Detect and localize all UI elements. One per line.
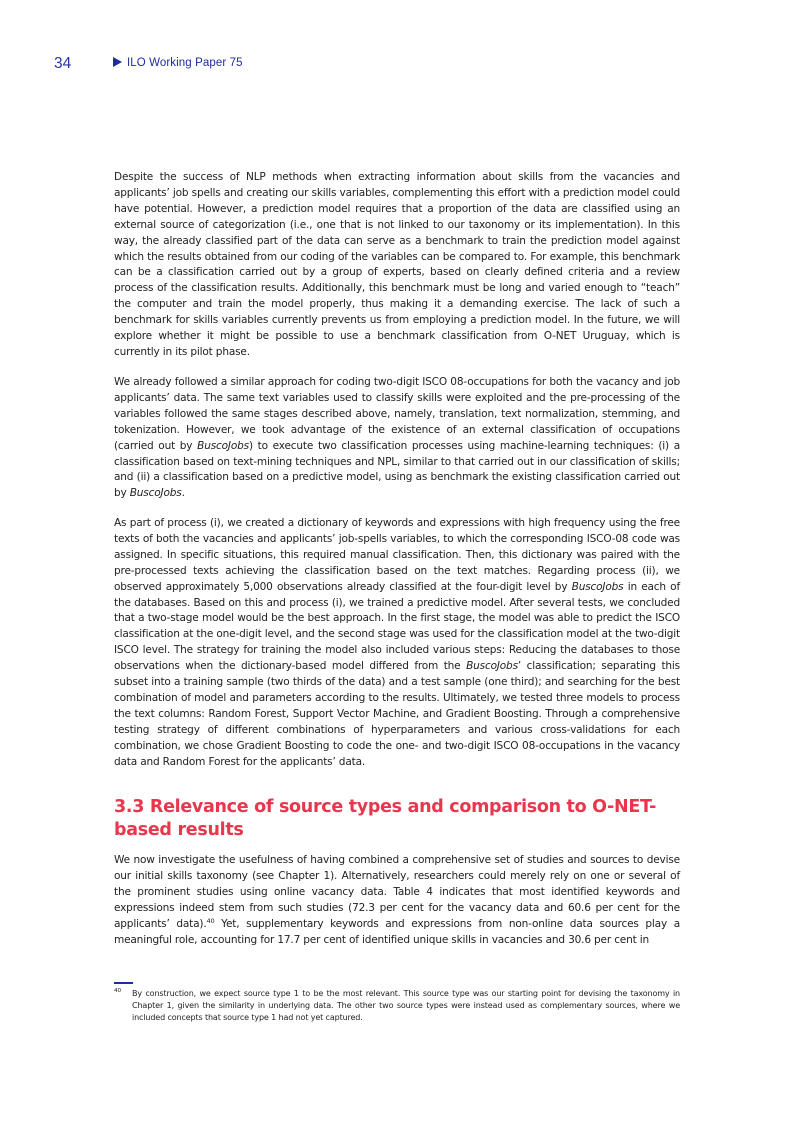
paragraph-2-text-a: We already followed a similar approach for coding two-digit ISCO 08-occupations for both the vacancy and job applicants’ data. The same text variables used to classify skills were exploited and the pre-processing of the variables followed the same stages described above, namely, translation, text normalization, stemming, and tokenization. However, we took advantage of the existence of an external classification of occupations (carried out by (114, 376, 680, 452)
paragraph-2-text-c: . (181, 487, 185, 500)
paragraph-2 (114, 375, 680, 502)
paragraph-3-text-a: As part of process (i), we created a dictionary of keywords and expressions with high frequency using the free texts of both the vacancies and applicants’ job-spells variables, to which the corresponding ISCO-08 code was assigned. In specific situations, this required manual classification. Then, this dictionary was paired with the pre-processed texts achieving the classification based on the text matches. Regarding process (ii), we observed approximately 5,000 observations already classified at the four-digit level by (114, 517, 680, 593)
paragraph-3-emphasis-1: BuscoJobs (571, 580, 624, 593)
paragraph-3-text-b: in each of the databases. Based on this and process (i), we trained a predictive model. After several tests, we concluded that a two-stage model would be the best approach. In the first stage, the model was able to predict the ISCO classification at the one-digit level, and the second stage was used for the classification model at the two-digit ISCO level. The strategy for training the model also included various steps: Reducing the databases to those observations when the dictionary-based model differed from the (114, 580, 680, 673)
footnote-text: By construction, we expect source type 1 to be the most relevant. This source type was our starting point for devising the taxonomy in Chapter 1, given the similarity in underlying data. The other two source types were instead used as complementary sources, where we included concepts that source type 1 had not yet captured. (132, 989, 680, 1022)
section-heading: 3.3 Relevance of source types and comparison to O-NET-based results (114, 797, 657, 840)
paragraph-4 (114, 853, 680, 948)
paragraph-2-emphasis-1: BuscoJobs (197, 439, 249, 452)
page-number: 34 (54, 55, 72, 72)
paragraph-3-text-c: ’ classification; separating this subset into a training sample (two thirds of the data) and a test sample (one third); and searching for the best combination of model and parameters according to the results. Ultimately, we tested three models to process the text columns: Random Forest, Support Vector Machine, and Gradient Boosting. Through a comprehensive testing strategy of different combinations of hyperparameters and various cross-validations for each combination, we chose Gradient Boosting to code the one- and two-digit ISCO 08-occupations in the vacancy data and Random Forest for the applicants’ data. (114, 660, 680, 768)
header-title: ILO Working Paper 75 (127, 57, 243, 69)
footnote-number: 40 (114, 988, 122, 994)
play-triangle-icon (113, 57, 122, 67)
paragraph-4-text-b: Yet, supplementary keywords and expressions from non-online data sources play a meaningful role, accounting for 17.7 per cent of identified unique skills in vacancies and 30.6 per cent in (114, 917, 681, 946)
paragraph-3 (114, 516, 680, 771)
paragraph-1: Despite the success of NLP methods when extracting information about skills from the vacancies and applicants’ job spells and creating our skills variables, complementing this effort with a prediction model could have potential. However, a prediction model requires that a proportion of the data are classified using an external source of categorization (i.e., one that is not linked to our taxonomy or its implementation). In this way, the already classified part of the data can serve as a benchmark to train the prediction model against which the results obtained from our coding of the variables can be compared to. For example, this benchmark can be a classification carried out by a group of experts, based on clearly defined criteria and a review process of the classification results. Additionally, this benchmark must be long and varied enough to “teach” the computer and train the model properly, thus making it a demanding exercise. The lack of such a benchmark for skills variables currently prevents us from employing a prediction model. In the future, we will explore whether it might be possible to use a benchmark classification from O-NET Uruguay, which is currently in its pilot phase. (114, 171, 680, 358)
footnote-divider (114, 982, 133, 984)
paragraph-3-emphasis-2: BuscoJobs (466, 660, 518, 673)
footnote (114, 988, 680, 1024)
footnote-reference[interactable]: 40 (206, 916, 215, 925)
paragraph-4-text-a: We now investigate the usefulness of having combined a comprehensive set of studies and sources to devise our initial skills taxonomy (see Chapter 1). Alternatively, researchers could merely rely on one or several of the prominent studies using online vacancy data. Table 4 indicates that most identified keywords and expressions indeed stem from such studies (72.3 per cent for the vacancy data and 60.6 per cent for the applicants’ data). (114, 854, 680, 930)
paragraph-2-emphasis-2: BuscoJobs (129, 487, 182, 500)
page-header (0, 55, 793, 75)
paragraph-2-text-b: ) to execute two classification processes using machine-learning techniques: (i) a classification based on text-mining techniques and NPL, similar to that carried out in our classification of skills; and (ii) a classification based on a predictive model, using as benchmark the existing classification carried out by (114, 439, 680, 500)
